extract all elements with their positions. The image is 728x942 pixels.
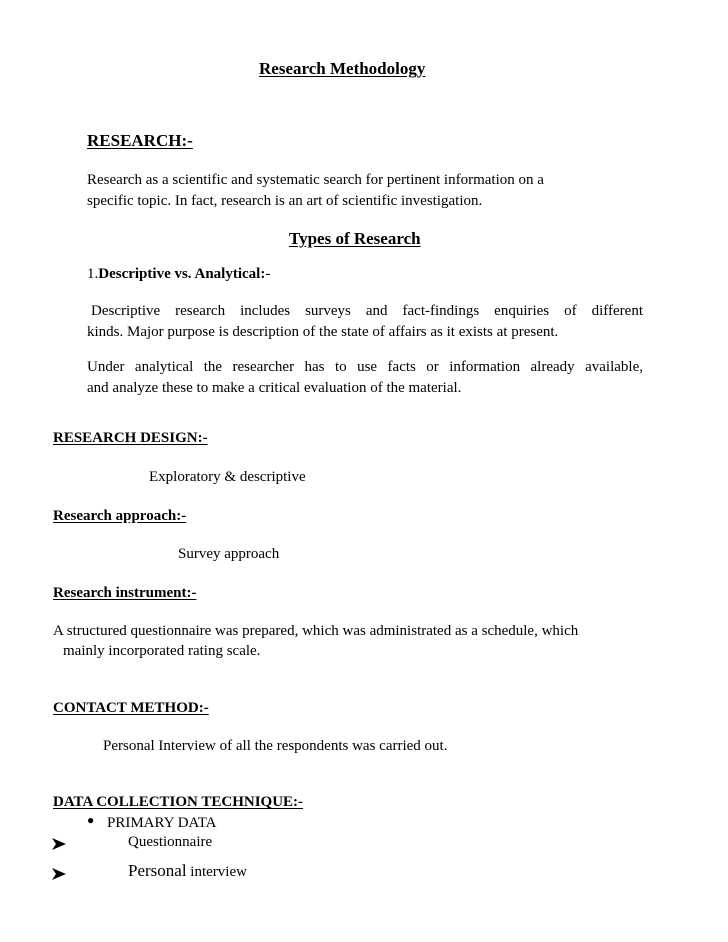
arrowhead-bullet-icon [52,838,66,850]
personal-word: Personal [128,861,187,880]
descriptive-line-1: Descriptive research includes surveys and fact-findings enquiries of different [91,303,643,319]
analytical-paragraph [87,357,643,399]
research-heading: RESEARCH:- [87,131,193,150]
interview-word: interview [186,864,247,880]
primary-data-label: PRIMARY DATA [107,815,217,831]
bullet-dot-icon: ● [87,813,95,827]
instrument-heading: Research instrument:- [53,585,197,601]
instrument-text-line-2: mainly incorporated rating scale. [63,643,261,659]
instrument-text-line-1: A structured questionnaire was prepared, which was administrated as a schedule, which [53,623,579,639]
descriptive-line-2: kinds. Major purpose is description of the state of affairs as it exists at present. [87,324,559,340]
approach-value: Survey approach [178,546,280,562]
research-text-line-2: specific topic. In fact, research is an art of scientific investigation. [87,193,483,209]
contact-value: Personal Interview of all the respondents was carried out. [103,738,448,754]
research-text-line-1: Research as a scientific and systematic search for pertinent information on a [87,172,544,188]
questionnaire-item: Questionnaire [128,834,213,850]
approach-heading: Research approach:- [53,508,187,524]
design-value: Exploratory & descriptive [149,469,306,485]
types-item-number: 1. [87,266,99,282]
arrowhead-bullet-icon [52,868,66,880]
collection-heading: DATA COLLECTION TECHNIQUE:- [53,794,304,810]
design-heading: RESEARCH DESIGN:- [53,430,208,446]
types-item-title: Descriptive vs. Analytical: [98,266,266,282]
analytical-line-2: and analyze these to make a critical evaluation of the material. [87,380,462,396]
descriptive-paragraph [87,301,643,343]
contact-heading: CONTACT METHOD:- [53,700,209,716]
types-item-suffix: - [265,266,271,282]
types-item-1 [87,266,270,283]
page-title: Research Methodology [259,59,426,78]
analytical-line-1: Under analytical the researcher has to use facts or information already available, [87,359,643,375]
types-heading: Types of Research [289,229,421,248]
personal-interview-item [128,861,247,881]
